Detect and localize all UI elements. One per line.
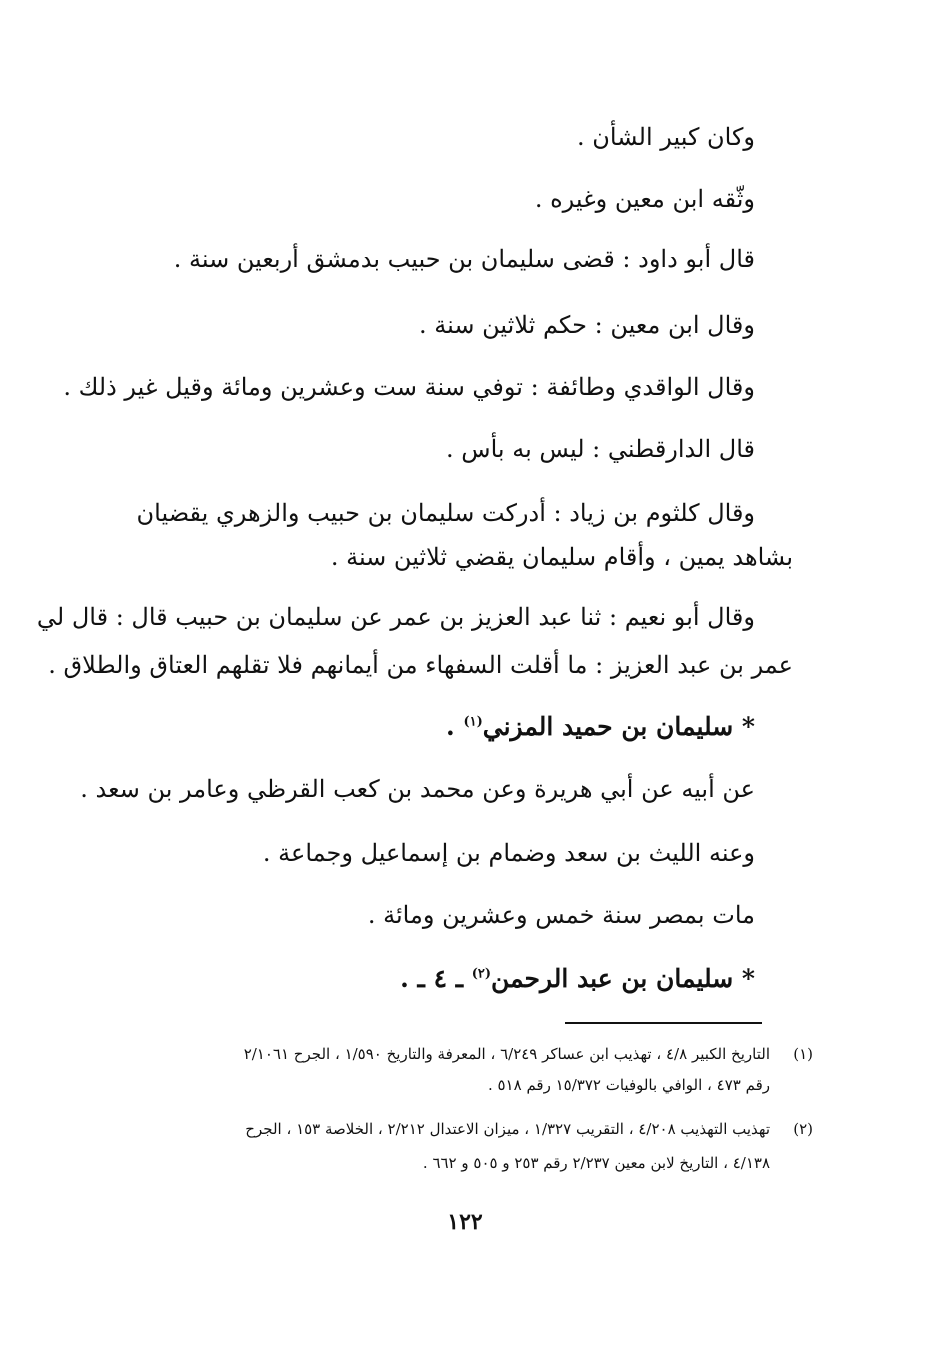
body-line: وقال ابن معين : حكم ثلاثين سنة . xyxy=(419,311,755,339)
footnote-divider xyxy=(565,1022,762,1024)
footnote-line: ٤/١٣٨ ، التاريخ لابن معين ٢/٢٣٧ رقم ٢٥٣ و ٥٠٥ و ٦٦٢ . xyxy=(422,1154,770,1172)
entry-heading-text: * سليمان بن عبد الرحمن xyxy=(491,964,755,993)
body-line: وكان كبير الشأن . xyxy=(577,123,755,151)
footnote-line: تهذيب التهذيب ٤/٢٠٨ ، التقريب ١/٣٢٧ ، ميزان الاعتدال ٢/٢١٢ ، الخلاصة ١٥٣ ، الجرح xyxy=(245,1120,770,1138)
body-line: قال الدارقطني : ليس به بأس . xyxy=(446,435,755,463)
body-line: بشاهد يمين ، وأقام سليمان يقضي ثلاثين سنة . xyxy=(330,543,793,571)
footnote-line: رقم ٤٧٣ ، الوافي بالوفيات ١٥/٣٧٢ رقم ٥١٨ . xyxy=(487,1076,770,1094)
body-line: وقال الواقدي وطائفة : توفي سنة ست وعشرين ومائة وقيل غير ذلك . xyxy=(63,373,755,401)
footnote-number: (٢) xyxy=(793,1120,813,1138)
body-line: قال أبو داود : قضى سليمان بن حبيب بدمشق أربعين سنة . xyxy=(173,245,755,273)
body-line: وقال كلثوم بن زياد : أدركت سليمان بن حبيب والزهري يقضيان xyxy=(136,499,755,527)
entry-heading-end: . xyxy=(446,712,464,741)
footnote-line: التاريخ الكبير ٤/٨ ، تهذيب ابن عساكر ٦/٢٤٩ ، المعرفة والتاريخ ١/٥٩٠ ، الجرح ٢/١٠٦١ xyxy=(243,1045,770,1063)
entry-heading xyxy=(446,710,755,744)
body-line: عمر بن عبد العزيز : ما أقلت السفهاء من أيمانهم فلا تقلهم العتاق والطلاق . xyxy=(48,651,793,679)
page-number: ١٢٢ xyxy=(447,1209,483,1235)
entry-line: مات بمصر سنة خمس وعشرين ومائة . xyxy=(367,901,755,929)
entry-heading-text: * سليمان بن حميد المزني xyxy=(482,712,755,741)
footnote-number: (١) xyxy=(793,1045,813,1063)
body-line: وثّقه ابن معين وغيره . xyxy=(534,185,755,213)
entry-heading-end: ـ ٤ ـ . xyxy=(400,964,472,993)
footnote-marker: (١) xyxy=(463,714,483,730)
footnote-marker: (٢) xyxy=(471,966,492,982)
entry-heading xyxy=(400,962,755,996)
body-line: وقال أبو نعيم : ثنا عبد العزيز بن عمر عن سليمان بن حبيب قال : قال لي xyxy=(36,603,755,631)
entry-line: وعنه الليث بن سعد وضمام بن إسماعيل وجماعة . xyxy=(262,839,755,867)
entry-line: عن أبيه عن أبي هريرة وعن محمد بن كعب القرظي وعامر بن سعد . xyxy=(80,775,755,803)
